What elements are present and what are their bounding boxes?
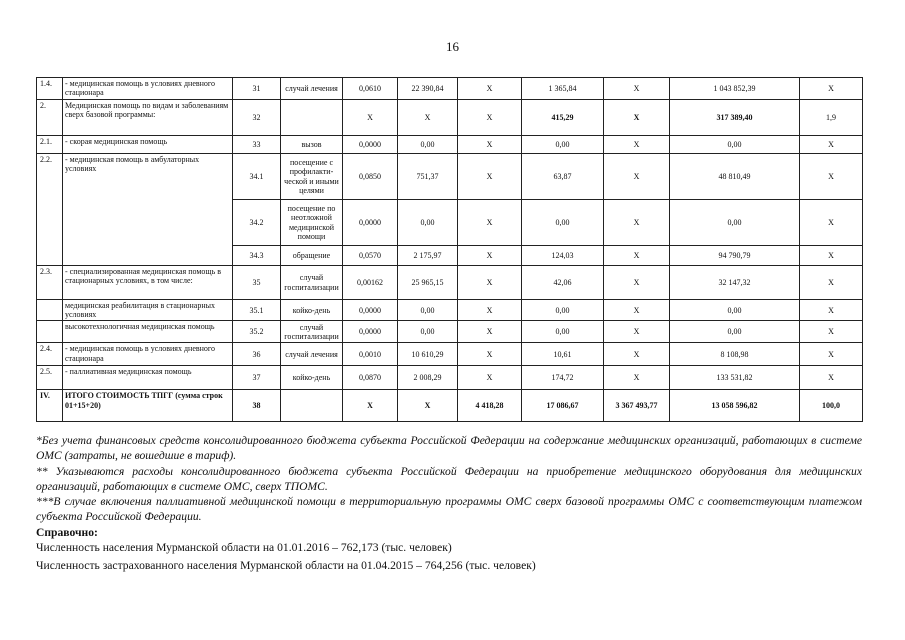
footnotes <box>36 433 862 574</box>
col-8: 0,00 <box>522 136 604 154</box>
col-9: Х <box>604 266 670 300</box>
unit: койко-день <box>281 366 343 390</box>
col-7: Х <box>458 78 522 100</box>
norm-value: 0,00162 <box>343 266 398 300</box>
col-7: Х <box>458 200 522 246</box>
row-name: Медицинская помощь по видам и заболеваниям сверх базовой программы: <box>63 100 233 136</box>
col-10: 0,00 <box>670 200 800 246</box>
table-row <box>37 154 863 200</box>
col-10: 133 531,82 <box>670 366 800 390</box>
reference-population: Численность населения Мурманской области на 01.01.2016 – 762,173 (тыс. человек) <box>36 541 452 555</box>
line-number: 36 <box>233 343 281 366</box>
unit: случай лечения <box>281 78 343 100</box>
line-number: 34.3 <box>233 246 281 266</box>
col-11: 1,9 <box>800 100 863 136</box>
col-10: 8 108,98 <box>670 343 800 366</box>
col-9: Х <box>604 246 670 266</box>
col-7: Х <box>458 321 522 343</box>
col-11: 100,0 <box>800 390 863 422</box>
col-9: Х <box>604 321 670 343</box>
table-row <box>37 136 863 154</box>
col-8: 174,72 <box>522 366 604 390</box>
total-row <box>37 390 863 422</box>
unit-cost: 10 610,29 <box>398 343 458 366</box>
table-row <box>37 300 863 321</box>
line-number: 35.1 <box>233 300 281 321</box>
row-number: 2. <box>37 100 63 136</box>
unit-cost: 2 175,97 <box>398 246 458 266</box>
row-name: - специализированная медицинская помощь в стационарных условиях, в том числе: <box>63 266 233 300</box>
unit-cost: 0,00 <box>398 321 458 343</box>
col-7: Х <box>458 246 522 266</box>
norm-value: Х <box>343 390 398 422</box>
norm-value: 0,0000 <box>343 200 398 246</box>
col-10: 13 058 596,82 <box>670 390 800 422</box>
unit <box>281 100 343 136</box>
col-9: Х <box>604 154 670 200</box>
line-number: 35 <box>233 266 281 300</box>
table-row <box>37 343 863 366</box>
col-9: Х <box>604 366 670 390</box>
col-9: Х <box>604 300 670 321</box>
row-number: 2.5. <box>37 366 63 390</box>
table-row <box>37 366 863 390</box>
line-number: 34.2 <box>233 200 281 246</box>
col-9: Х <box>604 78 670 100</box>
col-11: Х <box>800 266 863 300</box>
row-number: 2.2. <box>37 154 63 266</box>
col-11: Х <box>800 154 863 200</box>
col-9: Х <box>604 100 670 136</box>
col-11: Х <box>800 366 863 390</box>
col-11: Х <box>800 136 863 154</box>
col-10: 48 810,49 <box>670 154 800 200</box>
unit-cost: 0,00 <box>398 200 458 246</box>
reference-title: Справочно: <box>36 525 98 539</box>
row-number: 1.4. <box>37 78 63 100</box>
row-name: - медицинская помощь в амбулаторных условиях <box>63 154 233 266</box>
line-number: 37 <box>233 366 281 390</box>
unit: случай госпитализации <box>281 321 343 343</box>
col-10: 317 389,40 <box>670 100 800 136</box>
norm-value: 0,0850 <box>343 154 398 200</box>
col-11: Х <box>800 78 863 100</box>
col-8: 415,29 <box>522 100 604 136</box>
norm-value: 0,0010 <box>343 343 398 366</box>
col-8: 63,87 <box>522 154 604 200</box>
unit-cost: 25 965,15 <box>398 266 458 300</box>
page-number: 16 <box>446 39 459 54</box>
norm-value: 0,0000 <box>343 300 398 321</box>
col-8: 10,61 <box>522 343 604 366</box>
row-name: высокотехнологичная медицинская помощь <box>63 321 233 343</box>
col-7: Х <box>458 366 522 390</box>
footnote-2: ** Указываются расходы консолидированного бюджета субъекта Российской Федерации на приобретение медицинского оборудования для медицинских организаций, работающих в системе ОМС, сверх ТПОМС. <box>36 464 862 493</box>
col-9: Х <box>604 343 670 366</box>
unit <box>281 390 343 422</box>
col-8: 17 086,67 <box>522 390 604 422</box>
col-10: 0,00 <box>670 321 800 343</box>
footnote-1: *Без учета финансовых средств консолидированного бюджета субъекта Российской Федерации на содержание медицинских организаций, работающих в системе ОМС (затраты, не вошедшие в тариф). <box>36 434 862 463</box>
table-row <box>37 321 863 343</box>
row-number: 2.1. <box>37 136 63 154</box>
unit-cost: 0,00 <box>398 300 458 321</box>
col-7: 4 418,28 <box>458 390 522 422</box>
unit: вызов <box>281 136 343 154</box>
col-8: 0,00 <box>522 200 604 246</box>
footnote-3: ***В случае включения паллиативной медицинской помощи в территориальную программы ОМС сверх базовой программы ОМС с соответствующим платежом субъекта Российской Федерации. <box>36 495 862 524</box>
col-9: 3 367 493,77 <box>604 390 670 422</box>
norm-value: 0,0570 <box>343 246 398 266</box>
norm-value: 0,0000 <box>343 321 398 343</box>
unit: посещение по неотложной медицинской помощи <box>281 200 343 246</box>
col-8: 124,03 <box>522 246 604 266</box>
col-10: 0,00 <box>670 300 800 321</box>
col-11: Х <box>800 321 863 343</box>
line-number: 32 <box>233 100 281 136</box>
line-number: 33 <box>233 136 281 154</box>
col-10: 1 043 852,39 <box>670 78 800 100</box>
unit-cost: Х <box>398 100 458 136</box>
line-number: 34.1 <box>233 154 281 200</box>
col-10: 32 147,32 <box>670 266 800 300</box>
row-number: 2.4. <box>37 343 63 366</box>
col-11: Х <box>800 246 863 266</box>
unit-cost: 0,00 <box>398 136 458 154</box>
row-number <box>37 321 63 343</box>
col-9: Х <box>604 200 670 246</box>
unit-cost: 2 008,29 <box>398 366 458 390</box>
col-8: 1 365,84 <box>522 78 604 100</box>
unit: случай госпитализации <box>281 266 343 300</box>
col-8: 0,00 <box>522 321 604 343</box>
norm-value: 0,0610 <box>343 78 398 100</box>
col-7: Х <box>458 100 522 136</box>
table-row <box>37 78 863 100</box>
row-name: - медицинская помощь в условиях дневного стационара <box>63 343 233 366</box>
unit: случай лечения <box>281 343 343 366</box>
unit-cost: Х <box>398 390 458 422</box>
unit: койко-день <box>281 300 343 321</box>
norm-value: 0,0000 <box>343 136 398 154</box>
norm-value: Х <box>343 100 398 136</box>
col-7: Х <box>458 136 522 154</box>
col-7: Х <box>458 343 522 366</box>
unit: обращение <box>281 246 343 266</box>
col-11: Х <box>800 343 863 366</box>
row-number <box>37 300 63 321</box>
row-name: - скорая медицинская помощь <box>63 136 233 154</box>
col-10: 94 790,79 <box>670 246 800 266</box>
row-name: - медицинская помощь в условиях дневного стационара <box>63 78 233 100</box>
norm-value: 0,0870 <box>343 366 398 390</box>
col-9: Х <box>604 136 670 154</box>
row-name: - паллиативная медицинская помощь <box>63 366 233 390</box>
col-7: Х <box>458 154 522 200</box>
col-10: 0,00 <box>670 136 800 154</box>
col-7: Х <box>458 300 522 321</box>
line-number: 35.2 <box>233 321 281 343</box>
col-11: Х <box>800 200 863 246</box>
col-8: 0,00 <box>522 300 604 321</box>
col-11: Х <box>800 300 863 321</box>
col-7: Х <box>458 266 522 300</box>
line-number: 31 <box>233 78 281 100</box>
unit-cost: 22 390,84 <box>398 78 458 100</box>
unit-cost: 751,37 <box>398 154 458 200</box>
row-number: 2.3. <box>37 266 63 300</box>
row-name: медицинская реабилитация в стационарных условиях <box>63 300 233 321</box>
line-number: 38 <box>233 390 281 422</box>
table-row <box>37 100 863 136</box>
row-name: ИТОГО СТОИМОСТЬ ТПГГ (сумма строк 01+15+20) <box>63 390 233 422</box>
unit: посещение с профилакти-ческой и иными целями <box>281 154 343 200</box>
table-row <box>37 266 863 300</box>
reference-insured-population: Численность застрахованного населения Мурманской области на 01.04.2015 – 764,256 (тыс. человек) <box>36 559 536 573</box>
cost-table <box>36 77 863 422</box>
col-8: 42,06 <box>522 266 604 300</box>
row-number: IV. <box>37 390 63 422</box>
